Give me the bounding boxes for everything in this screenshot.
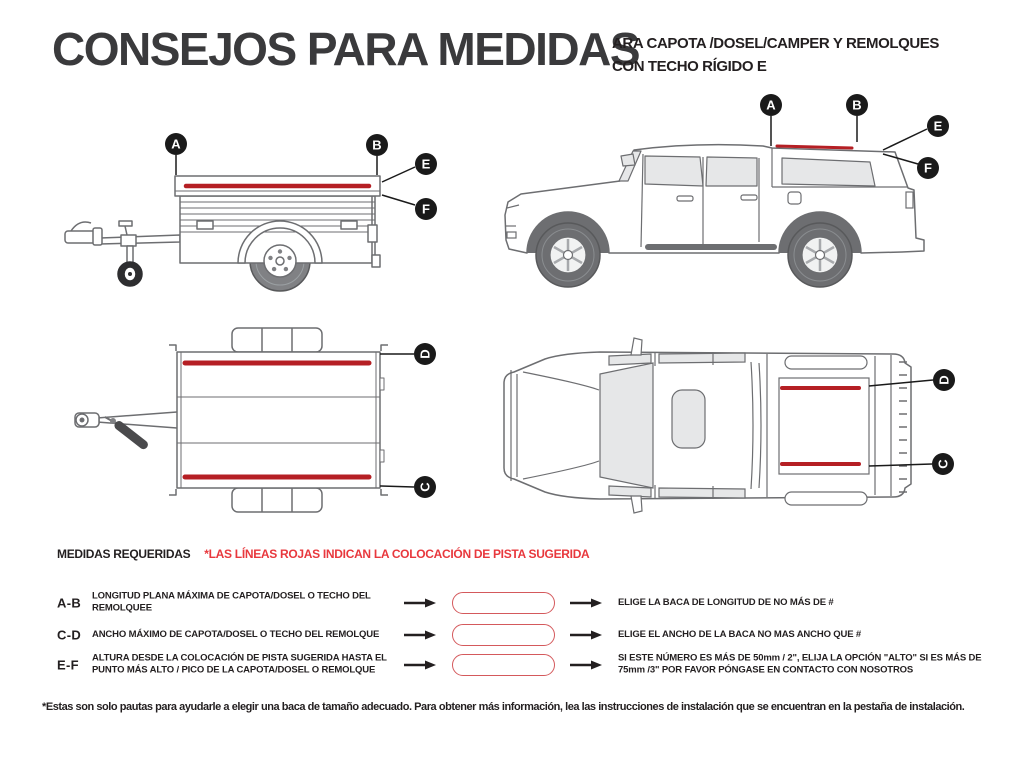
- arrow-right-icon: [404, 597, 436, 609]
- arrow-right-icon: [404, 659, 436, 671]
- side-mirror: [631, 496, 642, 513]
- label-d-marker: [380, 343, 436, 365]
- trailer-top-linework: [75, 328, 388, 512]
- measure-result: ELIGE LA BACA DE LONGITUD DE NO MÁS DE #: [618, 596, 834, 608]
- sunroof: [672, 390, 705, 448]
- measure-result: ELIGE EL ANCHO DE LA BACA NO MAS ANCHO QUE #: [618, 628, 862, 640]
- description-line: ALTURA DESDE LA COLOCACIÓN DE PISTA SUGERIDA HASTA EL: [92, 652, 387, 664]
- page-title: CONSEJOS PARA MEDIDAS: [52, 23, 640, 75]
- measure-row-cd: [0, 618, 1024, 652]
- side-mirror: [621, 154, 635, 166]
- label-e-marker: [382, 153, 437, 182]
- subtitle-line-2: CON TECHO RÍGIDO E: [612, 58, 767, 76]
- measure-row-ef: [0, 648, 1024, 682]
- measure-key: C-D: [57, 627, 82, 643]
- label-c-marker: [380, 476, 436, 498]
- description-line: LONGITUD PLANA MÁXIMA DE CAPOTA/DOSEL O TECHO DEL: [92, 590, 371, 602]
- svg-text:F: F: [924, 160, 932, 176]
- arrow-right-icon: [570, 597, 602, 609]
- measure-key: E-F: [57, 657, 79, 673]
- measure-key: A-B: [57, 595, 82, 611]
- description-line: ANCHO MÁXIMO DE CAPOTA/DOSEL O TECHO DEL REMOLQUE: [92, 628, 380, 640]
- trailer-side-view-diagram: [55, 95, 460, 310]
- side-mirror: [631, 338, 642, 355]
- svg-text:D: D: [417, 349, 433, 359]
- page-subtitle: [612, 32, 939, 79]
- svg-text:C: C: [935, 459, 951, 469]
- description-line: PUNTO MÁS ALTO / PICO DE LA CAPOTA/DOSEL O REMOLQUE: [92, 665, 376, 676]
- truck-side-view-diagram: [495, 92, 965, 300]
- suggested-track-line: [777, 146, 852, 148]
- arrow-right-icon: [570, 659, 602, 671]
- truck-bed-top: [779, 378, 869, 474]
- label-e-marker: [883, 115, 949, 150]
- measure-row-ab: [0, 586, 1024, 620]
- arrow-right-icon: [570, 629, 602, 641]
- svg-text:D: D: [936, 375, 952, 385]
- svg-text:C: C: [417, 482, 433, 492]
- trailer-top-view-diagram: [55, 320, 460, 530]
- label-f-marker: [382, 195, 437, 220]
- arrow-right-icon: [404, 629, 436, 641]
- footnote: *Estas son solo pautas para ayudarle a elegir una baca de tamaño adecuado. Para obtener más información, lea las instrucciones de instalación que se encuentran en la pestaña de instalación.: [42, 701, 965, 713]
- label-b-marker: [366, 134, 388, 175]
- truck-top-view-diagram: [495, 330, 965, 530]
- svg-text:E: E: [933, 118, 943, 134]
- measurement-entry-oval: [452, 624, 555, 646]
- trailer-box-top: [177, 352, 380, 488]
- svg-text:F: F: [422, 201, 430, 217]
- measures-heading-row: [57, 547, 589, 561]
- trailer-side-linework: [65, 176, 380, 291]
- measurement-entry-oval: [452, 654, 555, 676]
- measurement-entry-oval: [452, 592, 555, 614]
- description-line: REMOLQUEE: [92, 603, 152, 614]
- label-a-marker: [165, 133, 187, 175]
- svg-text:A: A: [171, 136, 181, 152]
- red-lines-note: *LAS LÍNEAS ROJAS INDICAN LA COLOCACIÓN DE PISTA SUGERIDA: [204, 547, 590, 561]
- measure-description: [92, 653, 400, 678]
- svg-text:B: B: [852, 97, 862, 113]
- svg-text:E: E: [421, 156, 431, 172]
- label-a-marker: [760, 94, 782, 146]
- svg-text:A: A: [766, 97, 776, 113]
- measures-heading: MEDIDAS REQUERIDAS: [57, 547, 191, 561]
- measure-description: [92, 629, 400, 641]
- measure-description: [92, 591, 400, 616]
- measure-result: SI ESTE NÚMERO ES MÁS DE 50mm / 2", ELIJA LA OPCIÓN "ALTO" SI ES MÁS DE 75mm /3" POR FAVOR PÓNGASE EN CONTACTO CON NOSOTROS: [618, 652, 982, 676]
- canopy-window: [782, 158, 875, 186]
- svg-text:B: B: [372, 137, 382, 153]
- subtitle-line-1: ARA CAPOTA /DOSEL/CAMPER Y REMOLQUES: [612, 35, 940, 52]
- label-b-marker: [846, 94, 868, 142]
